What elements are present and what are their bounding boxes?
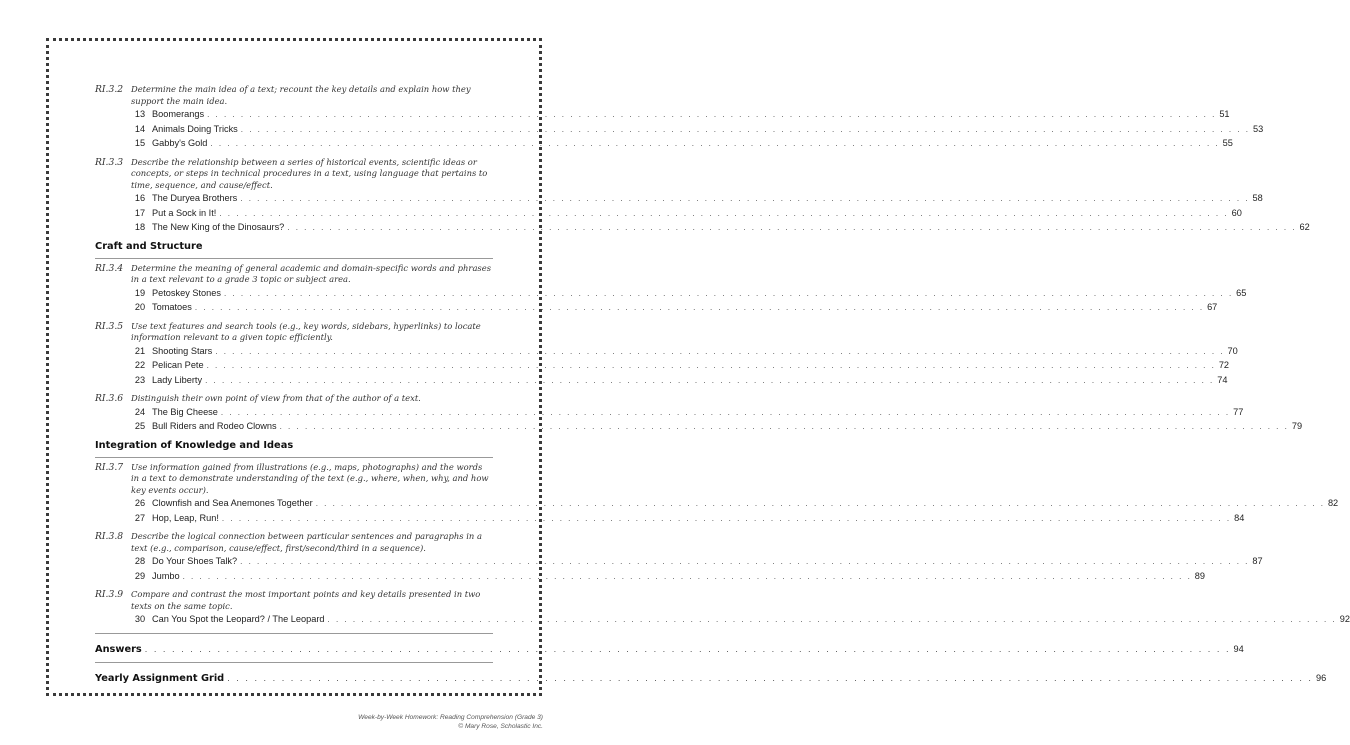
entry-title: Animals Doing Tricks [152, 123, 238, 134]
dot-leader: . . . . . . . . . . . . . . . . . . . . . . . . . . . . . . . . . . . . . . . . . . . . . . . . . . . . . . . . . . . . . . . . . . . . . . . . . . . . . . . . . . . . . . . . . . . . . . . . . . . . . . . . . . . . . . . . . . . . . . . . [223, 288, 1234, 298]
dot-leader: . . . . . . . . . . . . . . . . . . . . . . . . . . . . . . . . . . . . . . . . . . . . . . . . . . . . . . . . . . . . . . . . . . . . . . . . . . . . . . . . . . . . . . . . . . . . . . . . . . . . . . . . . . . . . . . . . . . . . . . . [206, 361, 1216, 370]
standard-block [95, 320, 1238, 388]
dot-leader: . . . . . . . . . . . . . . . . . . . . . . . . . . . . . . . . . . . . . . . . . . . . . . . . . . . . . . . . . . . . . . . . . . . . . . . . . . . . . . . . . . . . . . . . . . . . . . . . . . . . . . . . . . . . . . . . . . . . . . . . [287, 223, 1297, 232]
dot-leader: . . . . . . . . . . . . . . . . . . . . . . . . . . . . . . . . . . . . . . . . . . . . . . . . . . . . . . . . . . . . . . . . . . . . . . . . . . . . . . . . . . . . . . . . . . . . . . . . . . . . . . . . . . . . . . . . . . . . . . . . [220, 407, 1231, 417]
toc-entry[interactable] [131, 136, 1233, 151]
toc-entry[interactable] [131, 373, 1228, 388]
standard-row [95, 321, 493, 344]
section-divider [95, 662, 493, 663]
dot-leader: . . . . . . . . . . . . . . . . . . . . . . . . . . . . . . . . . . . . . . . . . . . . . . . . . . . . . . . . . . . . . . . . . . . . . . . . . . . . . . . . . . . . . . . . . . . . . . . . . . . . . . . . . . . . . . . . . . . . . . . . [207, 110, 1217, 119]
entry-title: Pelican Pete [152, 360, 204, 370]
toc-entry[interactable] [131, 107, 1230, 122]
dot-leader: . . . . . . . . . . . . . . . . . . . . . . . . . . . . . . . . . . . . . . . . . . . . . . . . . . . . . . . . . . . . . . . . . . . . . . . . . . . . . . . . . . . . . . . . . . . . . . . . . . . . . . . . . . . . . . . . . . . . . . . . [315, 499, 1325, 508]
dot-leader: . . . . . . . . . . . . . . . . . . . . . . . . . . . . . . . . . . . . . . . . . . . . . . . . . . . . . . . . . . . . . . . . . . . . . . . . . . . . . . . . . . . . . . . . . . . . . . . . . . . . . . . . . . . . . . . . . . . . . . . . [144, 644, 1231, 654]
standard-code: RI.3.4 [95, 262, 124, 274]
entry-number: 26 [134, 498, 146, 508]
dot-leader: . . . . . . . . . . . . . . . . . . . . . . . . . . . . . . . . . . . . . . . . . . . . . . . . . . . . . . . . . . . . . . . . . . . . . . . . . . . . . . . . . . . . . . . . . . . . . . . . . . . . . . . . . . . . . . . . . . . . . . . . [240, 194, 1250, 203]
entry-title: Put a Sock in It! [152, 207, 217, 218]
entry-page-number: 51 [1219, 109, 1230, 119]
dot-leader: . . . . . . . . . . . . . . . . . . . . . . . . . . . . . . . . . . . . . . . . . . . . . . . . . . . . . . . . . . . . . . . . . . . . . . . . . . . . . . . . . . . . . . . . . . . . . . . . . . . . . . . . . . . . . . . . . . . . . . . . [240, 557, 1250, 566]
toc-entry[interactable] [131, 569, 1206, 584]
toc-entry[interactable] [131, 419, 1303, 434]
standard-block [95, 156, 1310, 235]
dot-leader: . . . . . . . . . . . . . . . . . . . . . . . . . . . . . . . . . . . . . . . . . . . . . . . . . . . . . . . . . . . . . . . . . . . . . . . . . . . . . . . . . . . . . . . . . . . . . . . . . . . . . . . . . . . . . . . . . . . . . . . . [215, 346, 1225, 356]
dot-leader: . . . . . . . . . . . . . . . . . . . . . . . . . . . . . . . . . . . . . . . . . . . . . . . . . . . . . . . . . . . . . . . . . . . . . . . . . . . . . . . . . . . . . . . . . . . . . . . . . . . . . . . . . . . . . . . . . . . . . . . . [205, 375, 1215, 385]
standard-block [95, 589, 1350, 627]
table-of-contents [95, 84, 1350, 689]
standard-row [95, 84, 493, 107]
dot-leader: . . . . . . . . . . . . . . . . . . . . . . . . . . . . . . . . . . . . . . . . . . . . . . . . . . . . . . . . . . . . . . . . . . . . . . . . . . . . . . . . . . . . . . . . . . . . . . . . . . . . . . . . . . . . . . . . . . . . . . . . [327, 615, 1337, 624]
major-entry-title: Answers [95, 643, 142, 655]
entry-title: The Big Cheese [152, 406, 218, 417]
entry-title: Lady Liberty [152, 374, 203, 385]
toc-entry[interactable] [131, 554, 1263, 569]
entry-title: Petoskey Stones [152, 287, 221, 298]
toc-entry[interactable] [131, 286, 1247, 301]
toc-entry[interactable] [131, 300, 1218, 315]
entry-number: 13 [134, 109, 146, 119]
standard-description: Use information gained from illustrations (e.g., maps, photographs) and the words in a text to demonstrate understanding of the text (e.g., where, when, why, and how key events occur). [131, 461, 489, 495]
entry-page-number: 72 [1218, 360, 1230, 370]
standard-block [95, 262, 1247, 315]
entry-number: 25 [134, 421, 146, 431]
standard-code: RI.3.8 [95, 531, 124, 542]
standard-block [95, 531, 1263, 583]
entry-page-number: 55 [1222, 138, 1233, 148]
standard-row [95, 157, 493, 192]
entry-number: 14 [134, 123, 146, 134]
standard-row [95, 263, 493, 286]
entry-number: 28 [134, 556, 146, 566]
section-divider [95, 258, 493, 259]
major-entry-title: Yearly Assignment Grid [95, 672, 225, 684]
entry-page-number: 62 [1299, 222, 1310, 232]
dot-leader: . . . . . . . . . . . . . . . . . . . . . . . . . . . . . . . . . . . . . . . . . . . . . . . . . . . . . . . . . . . . . . . . . . . . . . . . . . . . . . . . . . . . . . . . . . . . . . . . . . . . . . . . . . . . . . . . . . . . . . . . [182, 571, 1192, 581]
entry-number: 19 [134, 287, 146, 298]
standard-block [95, 84, 1264, 151]
footer-book-title: Week-by-Week Homework: Reading Comprehension (Grade 3) [358, 714, 543, 721]
entry-number: 17 [134, 207, 146, 218]
toc-entry[interactable] [131, 220, 1310, 235]
standard-code: RI.3.3 [95, 156, 124, 168]
entry-number: 29 [134, 570, 146, 581]
entry-page-number: 58 [1252, 193, 1263, 203]
entry-title: Shooting Stars [152, 345, 213, 356]
toc-entry-major[interactable] [95, 638, 1244, 660]
toc-entry[interactable] [131, 206, 1242, 221]
entry-number: 20 [134, 302, 146, 312]
entry-title: Can You Spot the Leopard? / The Leopard [152, 614, 325, 624]
dot-leader: . . . . . . . . . . . . . . . . . . . . . . . . . . . . . . . . . . . . . . . . . . . . . . . . . . . . . . . . . . . . . . . . . . . . . . . . . . . . . . . . . . . . . . . . . . . . . . . . . . . . . . . . . . . . . . . . . . . . . . . . [194, 303, 1205, 312]
dot-leader: . . . . . . . . . . . . . . . . . . . . . . . . . . . . . . . . . . . . . . . . . . . . . . . . . . . . . . . . . . . . . . . . . . . . . . . . . . . . . . . . . . . . . . . . . . . . . . . . . . . . . . . . . . . . . . . . . . . . . . . . [240, 124, 1250, 134]
entry-number: 18 [134, 222, 146, 232]
entry-title: Hop, Leap, Run! [152, 512, 219, 523]
standard-row [95, 393, 493, 405]
entry-number: 24 [134, 406, 146, 417]
entry-title: Jumbo [152, 570, 180, 581]
toc-entry[interactable] [131, 612, 1350, 627]
standard-row [95, 531, 493, 554]
entry-number: 16 [134, 193, 146, 203]
entry-page-number: 60 [1231, 207, 1242, 218]
entry-page-number: 82 [1327, 498, 1339, 508]
dot-leader: . . . . . . . . . . . . . . . . . . . . . . . . . . . . . . . . . . . . . . . . . . . . . . . . . . . . . . . . . . . . . . . . . . . . . . . . . . . . . . . . . . . . . . . . . . . . . . . . . . . . . . . . . . . . . . . . . . . . . . . . [219, 208, 1229, 218]
dot-leader: . . . . . . . . . . . . . . . . . . . . . . . . . . . . . . . . . . . . . . . . . . . . . . . . . . . . . . . . . . . . . . . . . . . . . . . . . . . . . . . . . . . . . . . . . . . . . . . . . . . . . . . . . . . . . . . . . . . . . . . . [210, 139, 1220, 148]
entry-page-number: 70 [1227, 345, 1238, 356]
section-heading: Craft and Structure [95, 240, 203, 252]
standard-code: RI.3.7 [95, 461, 124, 473]
standard-code: RI.3.5 [95, 320, 124, 332]
entry-title: The Duryea Brothers [152, 193, 238, 203]
standard-code: RI.3.2 [95, 84, 124, 95]
standard-description: Describe the logical connection between particular sentences and paragraphs in a text (e.g., comparison, cause/effect, first/second/third in a sequence). [131, 531, 482, 553]
dot-leader: . . . . . . . . . . . . . . . . . . . . . . . . . . . . . . . . . . . . . . . . . . . . . . . . . . . . . . . . . . . . . . . . . . . . . . . . . . . . . . . . . . . . . . . . . . . . . . . . . . . . . . . . . . . . . . . . . . . . . . . . [221, 513, 1232, 523]
standard-row [95, 589, 493, 612]
entry-page-number: 79 [1291, 421, 1303, 431]
entry-page-number: 67 [1207, 302, 1218, 312]
toc-entry[interactable] [131, 496, 1339, 511]
standard-description: Describe the relationship between a series of historical events, scientific ideas or concepts, or steps in technical procedures in a text, using language that pertains to time, sequence, and cause/effect. [131, 156, 488, 190]
standard-description: Distinguish their own point of view from that of the author of a text. [131, 393, 421, 403]
major-entry-page: 96 [1315, 672, 1327, 683]
entry-title: Gabby's Gold [152, 138, 208, 148]
footer-copyright: © Mary Rose, Scholastic Inc. [458, 722, 543, 730]
entry-page-number: 74 [1217, 374, 1228, 385]
toc-entry[interactable] [131, 191, 1263, 206]
standard-row [95, 462, 493, 497]
standard-description: Compare and contrast the most important points and key details presented in two texts on the same topic. [131, 589, 481, 611]
entry-page-number: 89 [1194, 570, 1206, 581]
standard-code: RI.3.9 [95, 589, 124, 600]
standard-block [95, 461, 1339, 526]
entry-page-number: 77 [1233, 406, 1244, 417]
toc-entry[interactable] [131, 122, 1264, 137]
standard-block [95, 393, 1303, 434]
section-heading: Integration of Knowledge and Ideas [95, 439, 294, 451]
entry-page-number: 84 [1234, 512, 1245, 523]
entry-number: 21 [134, 345, 146, 356]
dot-leader: . . . . . . . . . . . . . . . . . . . . . . . . . . . . . . . . . . . . . . . . . . . . . . . . . . . . . . . . . . . . . . . . . . . . . . . . . . . . . . . . . . . . . . . . . . . . . . . . . . . . . . . . . . . . . . . . . . . . . . . . [227, 673, 1313, 683]
entry-page-number: 53 [1253, 123, 1264, 134]
section-divider [95, 457, 493, 458]
entry-number: 23 [134, 374, 146, 385]
entry-page-number: 87 [1252, 556, 1263, 566]
entry-title: Clownfish and Sea Anemones Together [152, 498, 313, 508]
entry-title: Tomatoes [152, 302, 192, 312]
major-entry-page: 94 [1233, 643, 1244, 654]
entry-title: Boomerangs [152, 109, 205, 119]
entry-number: 15 [134, 138, 146, 148]
standard-description: Use text features and search tools (e.g., key words, sidebars, hyperlinks) to locate information relevant to a given topic efficiently. [131, 320, 481, 342]
toc-entry[interactable] [131, 358, 1230, 373]
standard-description: Determine the meaning of general academic and domain-specific words and phrases in a text relevant to a grade 3 topic or subject area. [131, 262, 491, 284]
section-divider [95, 633, 493, 634]
standard-code: RI.3.6 [95, 393, 124, 404]
entry-page-number: 65 [1236, 287, 1247, 298]
toc-entry[interactable] [131, 511, 1245, 526]
entry-number: 30 [134, 614, 146, 624]
toc-entry[interactable] [131, 405, 1244, 420]
entry-title: Do Your Shoes Talk? [152, 556, 238, 566]
standard-description: Determine the main idea of a text; recount the key details and explain how they support the main idea. [131, 84, 471, 106]
entry-title: The New King of the Dinosaurs? [152, 222, 285, 232]
entry-number: 27 [134, 512, 146, 523]
entry-page-number: 92 [1339, 614, 1350, 624]
entry-number: 22 [134, 360, 146, 370]
toc-entry[interactable] [131, 344, 1238, 359]
page-footer [358, 714, 543, 731]
entry-title: Bull Riders and Rodeo Clowns [152, 421, 277, 431]
toc-entry-major[interactable] [95, 667, 1327, 689]
dot-leader: . . . . . . . . . . . . . . . . . . . . . . . . . . . . . . . . . . . . . . . . . . . . . . . . . . . . . . . . . . . . . . . . . . . . . . . . . . . . . . . . . . . . . . . . . . . . . . . . . . . . . . . . . . . . . . . . . . . . . . . . [279, 422, 1289, 431]
